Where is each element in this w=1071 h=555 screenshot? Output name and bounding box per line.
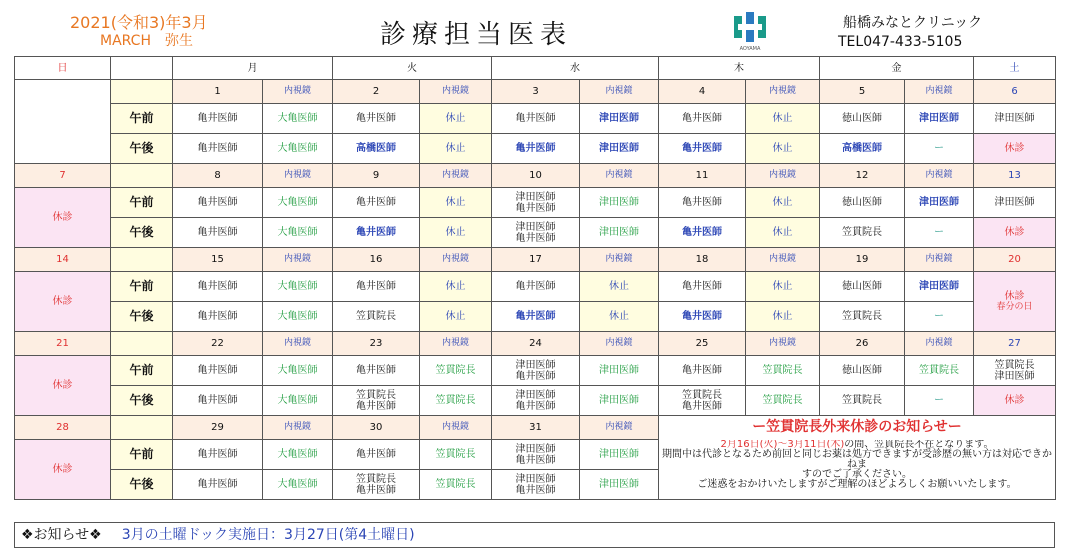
- endoscopy-label: 内視鏡: [420, 332, 492, 356]
- closed-cell: 休診: [15, 440, 111, 500]
- doctor-cell: 大亀医師: [263, 302, 333, 332]
- doctor-cell: 津田医師 亀井医師: [492, 356, 580, 386]
- doctor-cell: 休止: [580, 302, 659, 332]
- doctor-cell: 亀井医師: [333, 218, 420, 248]
- doctor-cell: 笠貫院長 亀井医師: [659, 386, 746, 416]
- doctor-cell: 津田医師: [580, 470, 659, 500]
- date-row: [15, 332, 1056, 356]
- weekday-thu: 木: [659, 57, 820, 80]
- am-label: 午前: [111, 188, 173, 218]
- doctor-cell: 徳山医師: [820, 188, 905, 218]
- doctor-cell: 亀井医師: [659, 134, 746, 164]
- date-wed: 3: [492, 80, 580, 104]
- date-tue: 16: [333, 248, 420, 272]
- doctor-cell: 津田医師: [580, 386, 659, 416]
- endoscopy-label: 内視鏡: [905, 80, 974, 104]
- date-mon: 8: [173, 164, 263, 188]
- doctor-cell: 津田医師: [580, 218, 659, 248]
- closed-cell: 休診: [974, 218, 1056, 248]
- endoscopy-label: 内視鏡: [263, 416, 333, 440]
- label-blank: [111, 332, 173, 356]
- endoscopy-label: 内視鏡: [420, 80, 492, 104]
- doctor-cell: 津田医師 亀井医師: [492, 386, 580, 416]
- weekday-sat: 土: [974, 57, 1056, 80]
- doctor-cell: 徳山医師: [820, 356, 905, 386]
- doctor-cell: 津田医師: [580, 104, 659, 134]
- date-sat: 6: [974, 80, 1056, 104]
- date-wed: 24: [492, 332, 580, 356]
- pm-label: 午後: [111, 218, 173, 248]
- doctor-cell: 津田医師 亀井医師: [492, 470, 580, 500]
- date-row: [15, 80, 1056, 104]
- doctor-cell: 大亀医師: [263, 188, 333, 218]
- date-fri: 5: [820, 80, 905, 104]
- date-wed: 10: [492, 164, 580, 188]
- date-wed: 31: [492, 416, 580, 440]
- doctor-cell: 大亀医師: [263, 272, 333, 302]
- doctor-cell: 亀井医師: [173, 134, 263, 164]
- date-tue: 9: [333, 164, 420, 188]
- date-mon: 29: [173, 416, 263, 440]
- doctor-cell: 津田医師: [905, 272, 974, 302]
- date-fri: 26: [820, 332, 905, 356]
- closed-cell: 休診: [974, 386, 1056, 416]
- doctor-cell: 笠貫院長: [820, 386, 905, 416]
- am-label: 午前: [111, 440, 173, 470]
- date-fri: 12: [820, 164, 905, 188]
- endoscopy-label: 内視鏡: [263, 332, 333, 356]
- doctor-cell: 大亀医師: [263, 134, 333, 164]
- endoscopy-label: 内視鏡: [580, 416, 659, 440]
- doctor-cell: 笠貫院長: [420, 440, 492, 470]
- weekday-mon: 月: [173, 57, 333, 80]
- doctor-cell: 笠貫院長: [420, 470, 492, 500]
- doctor-cell: 笠貫院長: [905, 356, 974, 386]
- doctor-cell: 亀井医師: [173, 440, 263, 470]
- doctor-cell: 大亀医師: [263, 470, 333, 500]
- label-blank: [111, 164, 173, 188]
- doctor-cell: 亀井医師: [659, 104, 746, 134]
- month-name: MARCH 弥生: [100, 33, 193, 49]
- doctor-cell: 笠貫院長: [420, 386, 492, 416]
- endoscopy-label: 内視鏡: [263, 248, 333, 272]
- sun-cell: [15, 80, 111, 164]
- doctor-cell: 亀井医師: [173, 218, 263, 248]
- endoscopy-label: 内視鏡: [580, 248, 659, 272]
- doctor-cell: 笠貫院長: [820, 302, 905, 332]
- endoscopy-label: 内視鏡: [420, 416, 492, 440]
- doctor-cell: 休止: [746, 104, 820, 134]
- doctor-cell: 亀井医師: [659, 302, 746, 332]
- doctor-cell: 亀井医師: [492, 104, 580, 134]
- closed-cell: 休診: [15, 356, 111, 416]
- footer-notice: [14, 522, 1055, 548]
- doctor-cell: 亀井医師: [173, 272, 263, 302]
- doctor-cell: 亀井医師: [333, 104, 420, 134]
- doctor-cell: 高橋医師: [333, 134, 420, 164]
- doctor-cell: 亀井医師: [659, 188, 746, 218]
- doctor-cell: 休止: [420, 104, 492, 134]
- closed-cell: 休診: [15, 272, 111, 332]
- clinic-name: 船橋みなとクリニック: [843, 15, 983, 31]
- notice-body: 2月16日(火)～3月11日(木)の間、笠貫院長不在となります。 期間中は代診となるため前回と同じお薬は処方できますが受診歴の無い方は対応できかねま すのでご了承ください。 ご迷惑をおかけいたしますがご理解のほどよろしくお願いいたします。: [659, 440, 1056, 500]
- pm-row: [15, 302, 1056, 332]
- date-tue: 30: [333, 416, 420, 440]
- doctor-cell: 笠貫院長: [420, 356, 492, 386]
- footer-prefix: ❖お知らせ❖: [21, 527, 102, 543]
- doctor-cell: 津田医師: [905, 188, 974, 218]
- date-sun: 28: [15, 416, 111, 440]
- am-row: [15, 188, 1056, 218]
- am-row: [15, 104, 1056, 134]
- endoscopy-label: 内視鏡: [263, 80, 333, 104]
- doctor-cell: 亀井医師: [173, 470, 263, 500]
- doctor-cell: 津田医師: [580, 356, 659, 386]
- date-wed: 17: [492, 248, 580, 272]
- doctor-cell: ー: [905, 218, 974, 248]
- doctor-cell: 休止: [420, 272, 492, 302]
- doctor-cell: 亀井医師: [173, 386, 263, 416]
- doctor-cell: 亀井医師: [333, 356, 420, 386]
- date-sun: 21: [15, 332, 111, 356]
- weekday-sun: 日: [15, 57, 111, 80]
- schedule-table: [14, 56, 1056, 500]
- doctor-cell: 休止: [420, 188, 492, 218]
- doctor-cell: 亀井医師: [173, 356, 263, 386]
- doctor-cell: 津田医師: [580, 188, 659, 218]
- doctor-cell: 亀井医師: [173, 302, 263, 332]
- doctor-cell: 休止: [746, 272, 820, 302]
- am-label: 午前: [111, 104, 173, 134]
- doctor-cell: 亀井医師: [333, 188, 420, 218]
- holiday-cell: 休診 春分の日: [974, 272, 1056, 332]
- endoscopy-label: 内視鏡: [420, 248, 492, 272]
- date-row: [15, 164, 1056, 188]
- date-row: [15, 416, 1056, 440]
- date-tue: 2: [333, 80, 420, 104]
- doctor-cell: ー: [905, 386, 974, 416]
- doctor-cell: 大亀医師: [263, 356, 333, 386]
- doctor-cell: 休止: [420, 302, 492, 332]
- weekday-fri: 金: [820, 57, 974, 80]
- doctor-cell: 休止: [420, 218, 492, 248]
- doctor-cell: 笠貫院長 亀井医師: [333, 470, 420, 500]
- date-sun: 7: [15, 164, 111, 188]
- endoscopy-label: 内視鏡: [263, 164, 333, 188]
- date-fri: 19: [820, 248, 905, 272]
- date-tue: 23: [333, 332, 420, 356]
- doctor-cell: 笠貫院長: [333, 302, 420, 332]
- notice-title: ー笠貫院長外来休診のお知らせー: [659, 416, 1056, 440]
- doctor-cell: 津田医師 亀井医師: [492, 188, 580, 218]
- doctor-cell: 亀井医師: [333, 440, 420, 470]
- doctor-cell: 亀井医師: [659, 356, 746, 386]
- header: [0, 0, 1071, 56]
- doctor-cell: 高橋医師: [820, 134, 905, 164]
- endoscopy-label: 内視鏡: [746, 248, 820, 272]
- logo-text: AOYAMA: [739, 46, 761, 52]
- closed-cell: 休診: [974, 134, 1056, 164]
- doctor-cell: 笠貫院長: [746, 356, 820, 386]
- endoscopy-label: 内視鏡: [905, 332, 974, 356]
- doctor-cell: 休止: [746, 134, 820, 164]
- closed-cell: 休診: [15, 188, 111, 248]
- doctor-cell: 笠貫院長: [746, 386, 820, 416]
- doctor-cell: 大亀医師: [263, 386, 333, 416]
- doctor-cell: 徳山医師: [820, 272, 905, 302]
- doctor-cell: 亀井医師: [333, 272, 420, 302]
- doctor-cell: 亀井医師: [492, 134, 580, 164]
- date-thu: 18: [659, 248, 746, 272]
- doctor-cell: 大亀医師: [263, 440, 333, 470]
- doctor-cell: 笠貫院長 津田医師: [974, 356, 1056, 386]
- endoscopy-label: 内視鏡: [905, 248, 974, 272]
- am-label: 午前: [111, 356, 173, 386]
- doctor-cell: 休止: [580, 272, 659, 302]
- date-sat: 27: [974, 332, 1056, 356]
- doctor-cell: 津田医師: [905, 104, 974, 134]
- doctor-cell: ー: [905, 302, 974, 332]
- endoscopy-label: 内視鏡: [746, 164, 820, 188]
- doctor-cell: 休止: [746, 302, 820, 332]
- date-mon: 1: [173, 80, 263, 104]
- date-thu: 11: [659, 164, 746, 188]
- doctor-cell: 津田医師: [974, 104, 1056, 134]
- date-mon: 15: [173, 248, 263, 272]
- am-row: [15, 356, 1056, 386]
- weekday-tue: 火: [333, 57, 492, 80]
- doctor-cell: 休止: [746, 188, 820, 218]
- date-sat: 20: [974, 248, 1056, 272]
- endoscopy-label: 内視鏡: [746, 80, 820, 104]
- endoscopy-label: 内視鏡: [580, 332, 659, 356]
- pm-label: 午後: [111, 386, 173, 416]
- endoscopy-label: 内視鏡: [420, 164, 492, 188]
- am-label: 午前: [111, 272, 173, 302]
- pm-row: [15, 134, 1056, 164]
- weekday-header-row: [15, 57, 1056, 80]
- doctor-cell: 亀井医師: [173, 188, 263, 218]
- weekday-wed: 水: [492, 57, 659, 80]
- endoscopy-label: 内視鏡: [905, 164, 974, 188]
- pm-label: 午後: [111, 470, 173, 500]
- doctor-cell: 亀井医師: [659, 272, 746, 302]
- doctor-cell: 亀井医師: [492, 302, 580, 332]
- doctor-cell: 津田医師 亀井医師: [492, 218, 580, 248]
- endoscopy-label: 内視鏡: [580, 164, 659, 188]
- doctor-cell: 大亀医師: [263, 218, 333, 248]
- weekday-blank: [111, 57, 173, 80]
- footer-text: 3月の土曜ドック実施日：3月27日(第4土曜日): [121, 527, 415, 543]
- clinic-phone: TEL047-433-5105: [838, 34, 963, 50]
- label-blank: [111, 416, 173, 440]
- clinic-logo-icon: [732, 12, 768, 52]
- page-title: 診療担当医表: [380, 20, 573, 50]
- doctor-cell: 徳山医師: [820, 104, 905, 134]
- am-row: [15, 440, 1056, 470]
- am-row: [15, 272, 1056, 302]
- doctor-cell: 津田医師 亀井医師: [492, 440, 580, 470]
- doctor-cell: 亀井医師: [492, 272, 580, 302]
- doctor-cell: 休止: [420, 134, 492, 164]
- month-year: 2021(令和3)年3月: [70, 13, 208, 32]
- label-blank: [111, 80, 173, 104]
- pm-row: [15, 386, 1056, 416]
- date-thu: 4: [659, 80, 746, 104]
- doctor-cell: 笠貫院長: [820, 218, 905, 248]
- pm-label: 午後: [111, 134, 173, 164]
- date-row: [15, 248, 1056, 272]
- doctor-cell: 津田医師: [580, 440, 659, 470]
- doctor-cell: 津田医師: [580, 134, 659, 164]
- endoscopy-label: 内視鏡: [580, 80, 659, 104]
- doctor-cell: 亀井医師: [173, 104, 263, 134]
- date-sun: 14: [15, 248, 111, 272]
- endoscopy-label: 内視鏡: [746, 332, 820, 356]
- pm-row: [15, 218, 1056, 248]
- doctor-cell: 休止: [746, 218, 820, 248]
- date-mon: 22: [173, 332, 263, 356]
- doctor-cell: 笠貫院長 亀井医師: [333, 386, 420, 416]
- doctor-cell: 津田医師: [974, 188, 1056, 218]
- doctor-cell: ー: [905, 134, 974, 164]
- label-blank: [111, 248, 173, 272]
- doctor-cell: 大亀医師: [263, 104, 333, 134]
- date-thu: 25: [659, 332, 746, 356]
- pm-label: 午後: [111, 302, 173, 332]
- date-sat: 13: [974, 164, 1056, 188]
- doctor-cell: 亀井医師: [659, 218, 746, 248]
